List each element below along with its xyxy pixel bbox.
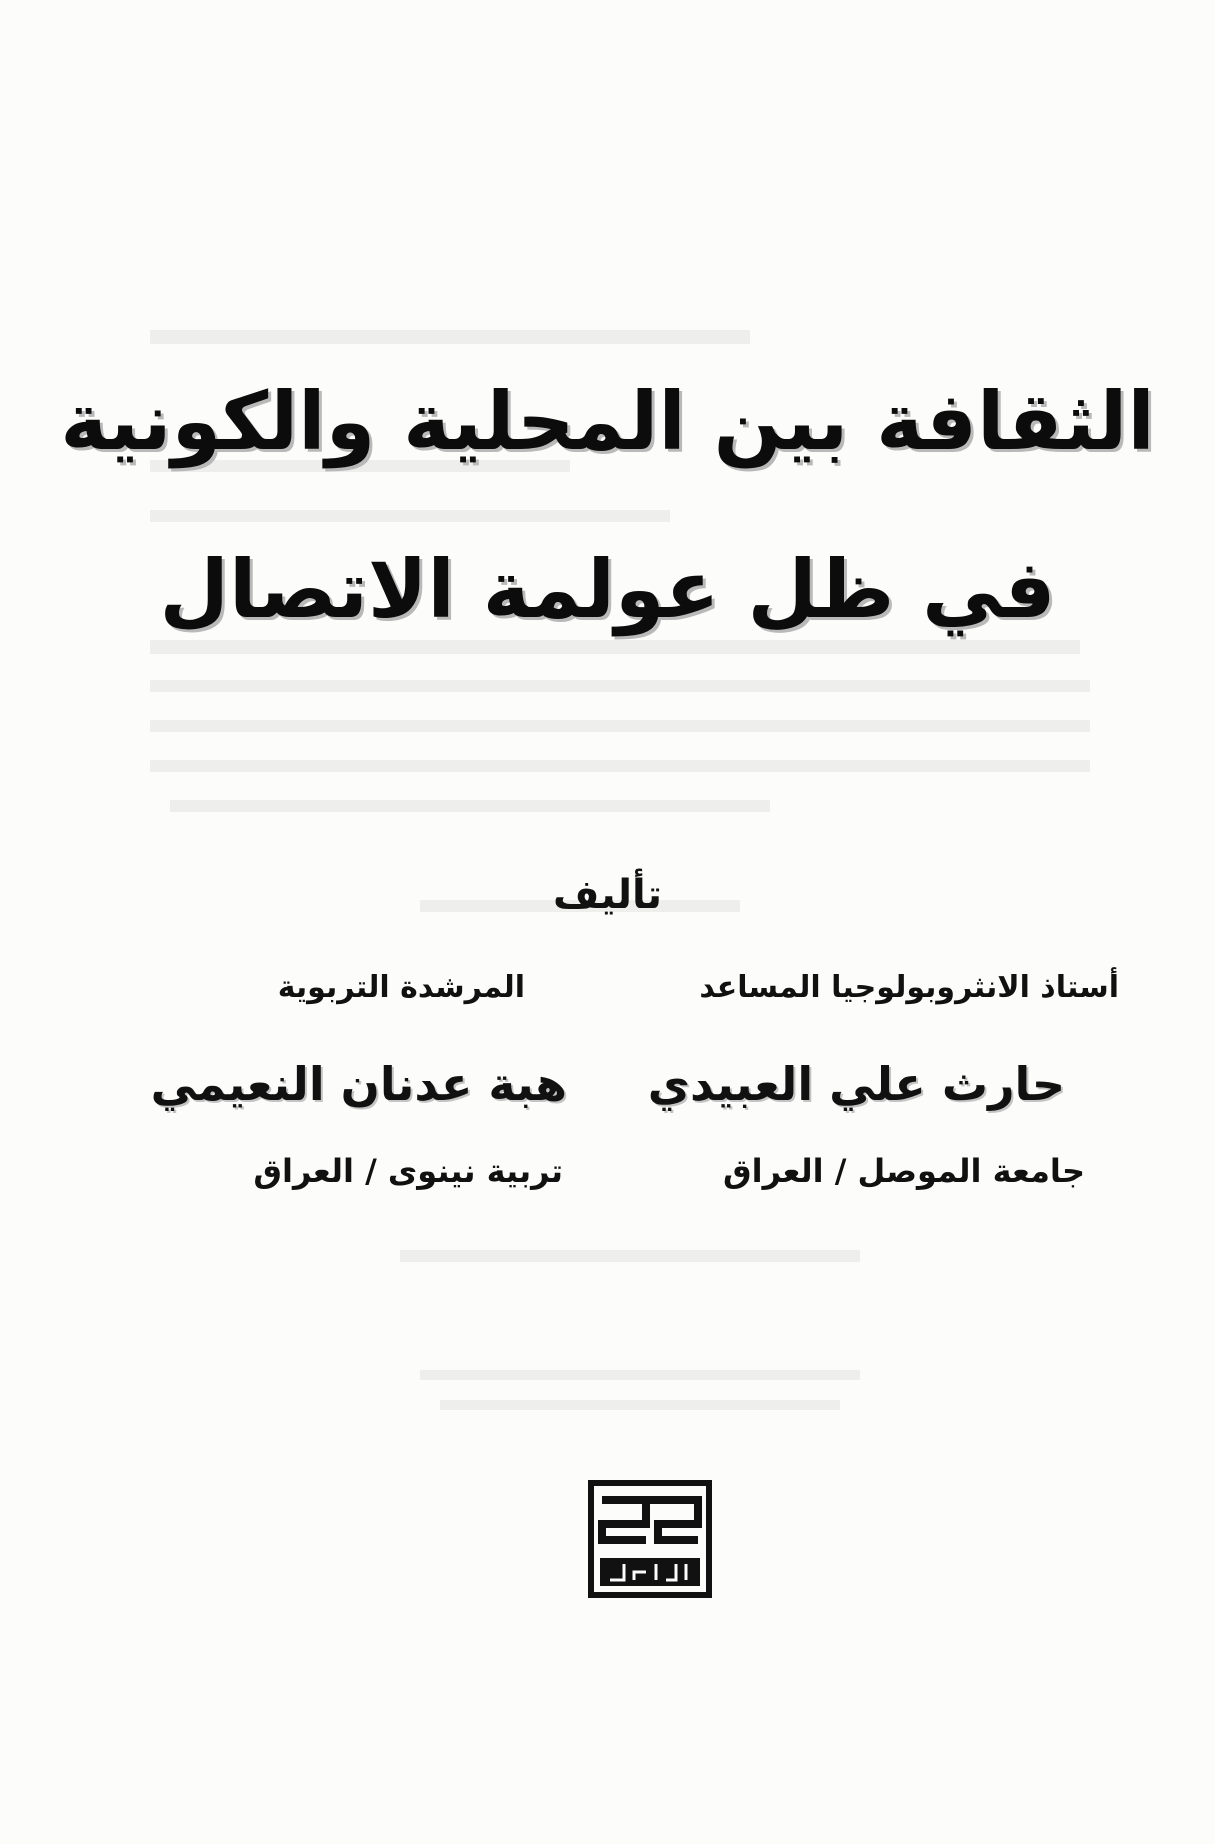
book-title-line-2: في ظل عولمة الاتصال	[159, 543, 1056, 636]
author-1-affiliation: جامعة الموصل / العراق	[723, 1152, 1085, 1190]
author-2-name: هبة عدنان النعيمي	[150, 1057, 567, 1111]
book-title-line-1: الثقافة بين المحلية والكونية	[60, 375, 1155, 468]
author-1-name: حارث علي العبيدي	[647, 1057, 1065, 1111]
author-1-role: أستاذ الانثروبولوجيا المساعد	[699, 970, 1119, 1005]
author-2-affiliation: تربية نينوى / العراق	[253, 1152, 563, 1190]
author-2-role: المرشدة التربوية	[277, 970, 525, 1005]
publisher-logo-icon	[588, 1480, 712, 1598]
authorship-label: تأليف	[552, 872, 663, 918]
